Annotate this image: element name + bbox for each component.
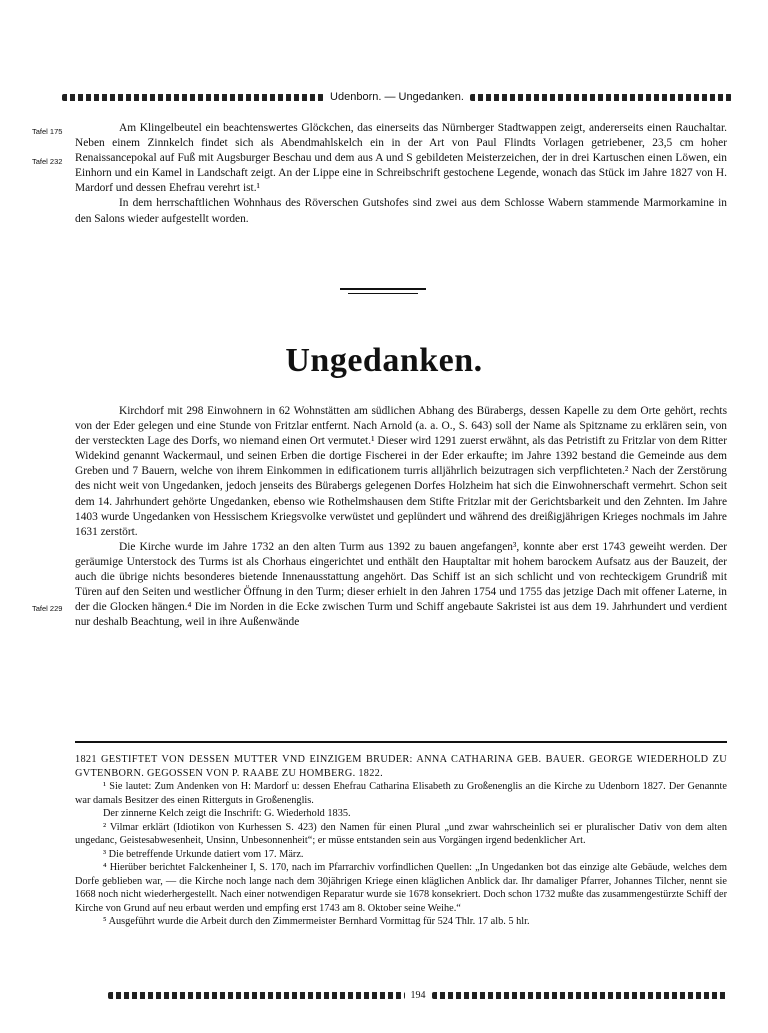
margin-note-tafel-175: Tafel 175 [32, 127, 63, 136]
margin-note-tafel-229: Tafel 229 [32, 604, 63, 613]
paragraph: Kirchdorf mit 298 Einwohnern in 62 Wohnstätten am südlichen Abhang des Bürabergs, dessen Kapelle zu dem Orte gehört, rechts von der Eder gelegen und eine Stunde von Fritzlar entfernt. Nach Arnold (a. a. O., S. 643) soll der Name als Spitzname zu erklären sein, von der versteckten Lage des Dorfs, wo niemand einen Ort vermutet.¹ Dieser wird 1291 zuerst erwähnt, als das Petristift zu Fritzlar von dem Ritter Widekind genannt Wackermaul, und seinen Erben die dortige Fischerei in der Eder erkaufte; im Jahre 1392 bestand die Gemeinde aus dem Greben und 7 Bauern, welche von ihrem Einkommen in edificationem turris alljährlich beizutragen sich verpflichteten.² Nach der Zerstörung des nicht weit von Ungedanken, jedoch jenseits des Bürabergs gelegenen Dorfes Holzheim hat sich die Einwohnerschaft vermehrt. Schon seit dem 14. Jahrhundert gehörte Ungedanken, ebenso wie Rothelmshausen dem Stifte Fritzlar mit der Gerichtsbarkeit und den Zehnten. Im Jahre 1403 wurde Ungedanken von Hessischem Kriegsvolke verwüstet und geplündert und während des dreißigjährigen Krieges nochmals im Jahre 1631 zerstört. [75, 405, 727, 538]
footnote: ⁵ Ausgeführt wurde die Arbeit durch den Zimmermeister Bernhard Vormittag für 524 Thlr. 17 alb. 5 hlr. [103, 916, 530, 927]
running-title: Udenborn. — Ungedanken. [330, 91, 464, 103]
footnote-rule [75, 741, 727, 743]
ornament-band-left [62, 94, 324, 101]
footnote: ⁴ Hierüber berichtet Falckenheiner I, S. 170, nach im Pfarrarchiv vorfindlichen Quellen: „In Ungedanken bot das einzige alte Gebäude, welches dem Dorfe geblieben war, — die Kirche noch lange nach dem 30jährigen Kriege einen kläglichen Anblick dar. Ihr damaliger Pfarrer, Johannes Tilcher, nennt sie 1668 noch nicht wiederhergestellt. Nach einer notwendigen Reparatur wurde sie 1678 konsekriert. Doch schon 1732 mußte das zusammengestürzte Schiff der Kirche von Grund auf neu erbaut werden und empfing erst 1743 am 8. Oktober seine Weihe.“ [75, 862, 727, 914]
ornament-band-right [470, 94, 732, 101]
section-title: Ungedanken. [285, 342, 483, 379]
intro-text [75, 121, 727, 227]
footnote: ³ Die betreffende Urkunde datiert vom 17. März. [103, 848, 304, 860]
running-header [62, 89, 732, 105]
footnotes [75, 753, 727, 929]
footnote: ¹ Sie lautet: Zum Andenken von H: Mardorf u: dessen Ehefrau Catharina Elisabeth zu Großenenglis an die Kirche zu Udenborn 1827. Der Genannte war damals Besitzer des einen Ritterguts in Großenenglis. [75, 781, 727, 806]
ornament-band-left [108, 992, 405, 999]
main-text [75, 404, 727, 630]
footnote: Der zinnerne Kelch zeigt die Inschrift: G. Wiederhold 1835. [103, 808, 351, 819]
paragraph: Die Kirche wurde im Jahre 1732 an den alten Turm aus 1392 zu bauen angefangen³, konnte aber erst 1743 geweiht werden. Der geräumige Unterstock des Turms ist als Chorhaus eingerichtet und enthält den Hauptaltar mit hohem barockem Aufsatz aus der Bauzeit, der auch die übrige nichts besonderes bietende Innenausstattung angehört. Das Schiff ist an sich schlicht und von rechteckigem Grundriß mit Türen auf den Seiten und westlicher Öffnung in den Turm; dieser erhielt in den Jahren 1754 und 1755 das jetzige Dach mit offener Laterne, in der die Glocken hängen.⁴ Die im Norden in die Ecke zwischen Turm und Schiff angebaute Sakristei ist aus dem 19. Jahrhundert und verdient nur deshalb Beachtung, weil in ihre Außenwände [75, 540, 727, 629]
section-divider [340, 288, 426, 297]
page-number: 194 [410, 989, 426, 1001]
footnote: ² Vilmar erklärt (Idiotikon von Kurhessen S. 423) den Namen für einen Plural „und zwar wahrscheinlich sei er pluralischer Dativ von dem alten ungedanc, Geistesabwesenheit, Unsinn, Unbesonnenheit“; er müsse entstanden sein aus Vorgängen irgend bedenklicher Art. [75, 821, 727, 846]
running-footer [108, 988, 728, 1002]
paragraph: Am Klingelbeutel ein beachtenswertes Glöckchen, das einerseits das Nürnberger Stadtwappen zeigt, andererseits einen Rauchaltar. Neben einem Zinnkelch findet sich als Abendmahlskelch ein in der Art von Paul Flindts Vorlagen getriebener, 23,5 cm hoher Renaissancepokal auf Fuß mit Augsburger Beschau und dem aus A und S gebildeten Meisterzeichen, der in drei Kartuschen einen Löwen, ein Einhorn und ein Kamel in Landschaft zeigt. An der Lippe eine in Schreibschrift gestochene Legende, wonach das Stück im Jahre 1827 von H. Mardorf und dessen Ehefrau verehrt ist.¹ [75, 122, 727, 195]
ornament-band-right [432, 992, 729, 999]
margin-note-tafel-232: Tafel 232 [32, 157, 63, 166]
bell-inscription: 1821 GESTIFTET VON DESSEN MUTTER VND EINZIGEM BRUDER: ANNA CATHARINA GEB. BAUER. GEORGE WIEDERHOLD ZU GVTENBORN. GEGOSSEN VON P. RAABE ZU HOMBERG. 1822. [75, 754, 727, 779]
paragraph: In dem herrschaftlichen Wohnhaus des Röverschen Gutshofes sind zwei aus dem Schlosse Wabern stammende Marmorkamine in den Salons wieder aufgestellt worden. [75, 197, 727, 225]
